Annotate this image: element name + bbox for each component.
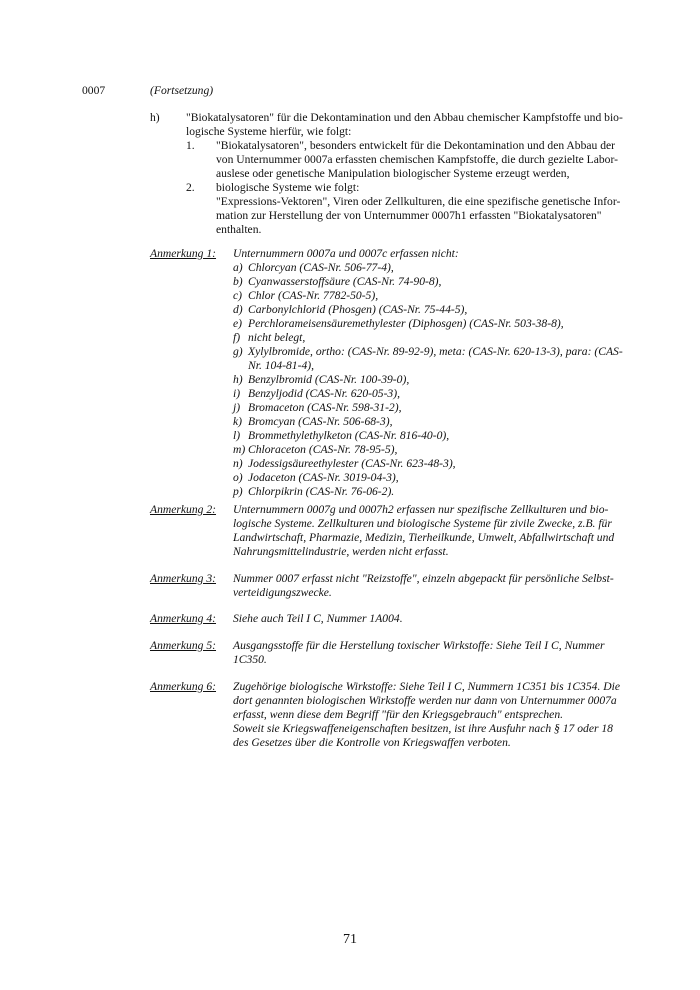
list-item-text: Chlorcyan (CAS-Nr. 506-77-4), bbox=[248, 261, 394, 274]
list-item bbox=[233, 303, 468, 317]
entry-h1-line: von Unternummer 0007a erfassten chemischen Kampfstoffe, die durch gezielte Labor- bbox=[216, 153, 618, 166]
list-item-text: Bromcyan (CAS-Nr. 506-68-3), bbox=[248, 415, 393, 428]
note-3-body bbox=[233, 572, 614, 600]
note-5-body bbox=[233, 639, 605, 667]
note-5-line: Ausgangsstoffe für die Herstellung toxischer Wirkstoffe: Siehe Teil I C, Nummer bbox=[233, 639, 605, 652]
list-item bbox=[233, 443, 459, 457]
note-2-label: Anmerkung 2: bbox=[150, 503, 217, 516]
list-item-label: l) bbox=[233, 429, 241, 442]
page-number: 71 bbox=[343, 932, 357, 947]
note-6-line: dort genannten biologischen Wirkstoffe werden nur dann von Unternummer 0007a bbox=[233, 694, 617, 707]
list-item bbox=[233, 387, 459, 401]
continuation-label: (Fortsetzung) bbox=[150, 84, 214, 97]
entry-h2-text bbox=[216, 181, 620, 237]
note-2-body bbox=[233, 503, 614, 559]
note-1-intro: Unternummern 0007a und 0007c erfassen nicht: bbox=[233, 247, 459, 260]
section-number: 0007 bbox=[82, 84, 106, 97]
entry-h2-line: "Expressions-Vektoren", Viren oder Zellkulturen, die eine spezifische genetische Infor- bbox=[216, 195, 621, 208]
note-3-label: Anmerkung 3: bbox=[150, 572, 217, 585]
list-item bbox=[233, 317, 564, 331]
list-item-text: Chloraceton (CAS-Nr. 78-95-5), bbox=[248, 443, 398, 456]
entry-h1-label: 1. bbox=[186, 139, 195, 152]
list-item bbox=[233, 471, 459, 485]
list-item-text: Brommethylethylketon (CAS-Nr. 816-40-0), bbox=[248, 429, 450, 442]
entry-h-line: logische Systeme hierfür, wie folgt: bbox=[186, 125, 352, 138]
list-item bbox=[233, 275, 459, 289]
note-4-line: Siehe auch Teil I C, Nummer 1A004. bbox=[233, 612, 403, 625]
list-item-label: n) bbox=[233, 457, 243, 470]
entry-h1-line: "Biokatalysatoren", besonders entwickelt für die Dekontamination und den Abbau der bbox=[216, 139, 616, 152]
note-2-line: logische Systeme. Zellkulturen und biologische Systeme für zivile Zwecke, z.B. für bbox=[233, 517, 612, 530]
note-6-body bbox=[233, 680, 620, 750]
entry-h-label: h) bbox=[150, 111, 160, 124]
list-item-text: Chlor (CAS-Nr. 7782-50-5), bbox=[248, 289, 379, 302]
list-item bbox=[233, 289, 459, 303]
list-item-text: Chlorpikrin (CAS-Nr. 76-06-2). bbox=[248, 485, 395, 498]
list-item-text: Perchlorameisensäuremethylester (Diphosgen) (CAS-Nr. 503-38-8), bbox=[248, 317, 564, 330]
note-3-line: verteidigungszwecke. bbox=[233, 586, 332, 599]
entry-h2-line: mation zur Herstellung der von Unternummer 0007h1 erfassten "Biokatalysatoren" bbox=[216, 209, 602, 222]
list-item bbox=[233, 261, 459, 275]
list-item-label: j) bbox=[233, 401, 241, 414]
list-item-label: k) bbox=[233, 415, 243, 428]
list-item-label: c) bbox=[233, 289, 243, 302]
note-6-line: erfasst, wenn diese dem Begriff "für den Kriegsgebrauch" entsprechen. bbox=[233, 708, 564, 721]
list-item-label: o) bbox=[233, 471, 243, 484]
list-item-label: f) bbox=[233, 331, 241, 344]
list-item-text: Cyanwasserstoffsäure (CAS-Nr. 74-90-8), bbox=[248, 275, 442, 288]
list-item-text: Benzyljodid (CAS-Nr. 620-05-3), bbox=[248, 387, 400, 400]
note-6-line: Soweit sie Kriegswaffeneigenschaften besitzen, ist ihre Ausfuhr nach § 17 oder 18 bbox=[233, 722, 613, 735]
note-5-label: Anmerkung 5: bbox=[150, 639, 217, 652]
list-item bbox=[233, 401, 459, 415]
note-2-line: Landwirtschaft, Pharmazie, Medizin, Tierheilkunde, Umwelt, Abfallwirtschaft und bbox=[233, 531, 615, 544]
list-item-label: h) bbox=[233, 373, 243, 386]
note-4-label: Anmerkung 4: bbox=[150, 612, 217, 625]
entry-h-line: "Biokatalysatoren" für die Dekontamination und den Abbau chemischer Kampfstoffe und bio- bbox=[186, 111, 623, 124]
note-6-line: des Gesetzes über die Kontrolle von Kriegswaffen verboten. bbox=[233, 736, 511, 749]
list-item bbox=[233, 457, 459, 471]
list-item-text: Bromaceton (CAS-Nr. 598-31-2), bbox=[248, 401, 402, 414]
note-4-body bbox=[233, 612, 403, 626]
list-item bbox=[233, 331, 459, 345]
note-5-line: 1C350. bbox=[233, 653, 267, 666]
note-2-line: Unternummern 0007g und 0007h2 erfassen nur spezifische Zellkulturen und bio- bbox=[233, 503, 609, 516]
note-6-line: Zugehörige biologische Wirkstoffe: Siehe Teil I C, Nummern 1C351 bis 1C354. Die bbox=[233, 680, 620, 693]
list-item-label: p) bbox=[233, 485, 243, 498]
list-item-label: e) bbox=[233, 317, 243, 330]
list-item-text: Nr. 104-81-4), bbox=[248, 359, 315, 372]
list-item-text: Xylylbromide, ortho: (CAS-Nr. 89-92-9), meta: (CAS-Nr. 620-13-3), para: (CAS- bbox=[248, 345, 623, 358]
list-item-text: Jodessigsäureethylester (CAS-Nr. 623-48-3), bbox=[248, 457, 456, 470]
note-2-line: Nahrungsmittelindustrie, werden nicht erfasst. bbox=[233, 545, 449, 558]
note-1-label: Anmerkung 1: bbox=[150, 247, 217, 260]
note-6-label: Anmerkung 6: bbox=[150, 680, 217, 693]
list-item bbox=[233, 429, 459, 443]
list-item-continuation bbox=[233, 359, 459, 373]
entry-h2-label: 2. bbox=[186, 181, 195, 194]
list-item-text: nicht belegt, bbox=[248, 331, 306, 344]
list-item-label: d) bbox=[233, 303, 243, 316]
list-item-label: a) bbox=[233, 261, 243, 274]
entry-h2-line: enthalten. bbox=[216, 223, 262, 236]
list-item-label: b) bbox=[233, 275, 243, 288]
list-item-text: Jodaceton (CAS-Nr. 3019-04-3), bbox=[248, 471, 399, 484]
list-item-label: i) bbox=[233, 387, 241, 400]
entry-h-text bbox=[186, 111, 623, 139]
list-item-text: Benzylbromid (CAS-Nr. 100-39-0), bbox=[248, 373, 410, 386]
list-item bbox=[233, 485, 459, 499]
list-item bbox=[233, 373, 459, 387]
list-item-label: m) bbox=[233, 443, 246, 456]
list-item-label: g) bbox=[233, 345, 243, 358]
list-item-text: Carbonylchlorid (Phosgen) (CAS-Nr. 75-44-5), bbox=[248, 303, 468, 316]
list-item bbox=[233, 415, 459, 429]
list-item bbox=[233, 345, 623, 359]
note-1-body bbox=[233, 247, 623, 499]
entry-h1-line: auslese oder genetische Manipulation biologischer Systeme erzeugt werden, bbox=[216, 167, 570, 180]
entry-h1-text bbox=[216, 139, 618, 181]
note-3-line: Nummer 0007 erfasst nicht "Reizstoffe", einzeln abgepackt für persönliche Selbst- bbox=[233, 572, 614, 585]
entry-h2-line: biologische Systeme wie folgt: bbox=[216, 181, 360, 194]
